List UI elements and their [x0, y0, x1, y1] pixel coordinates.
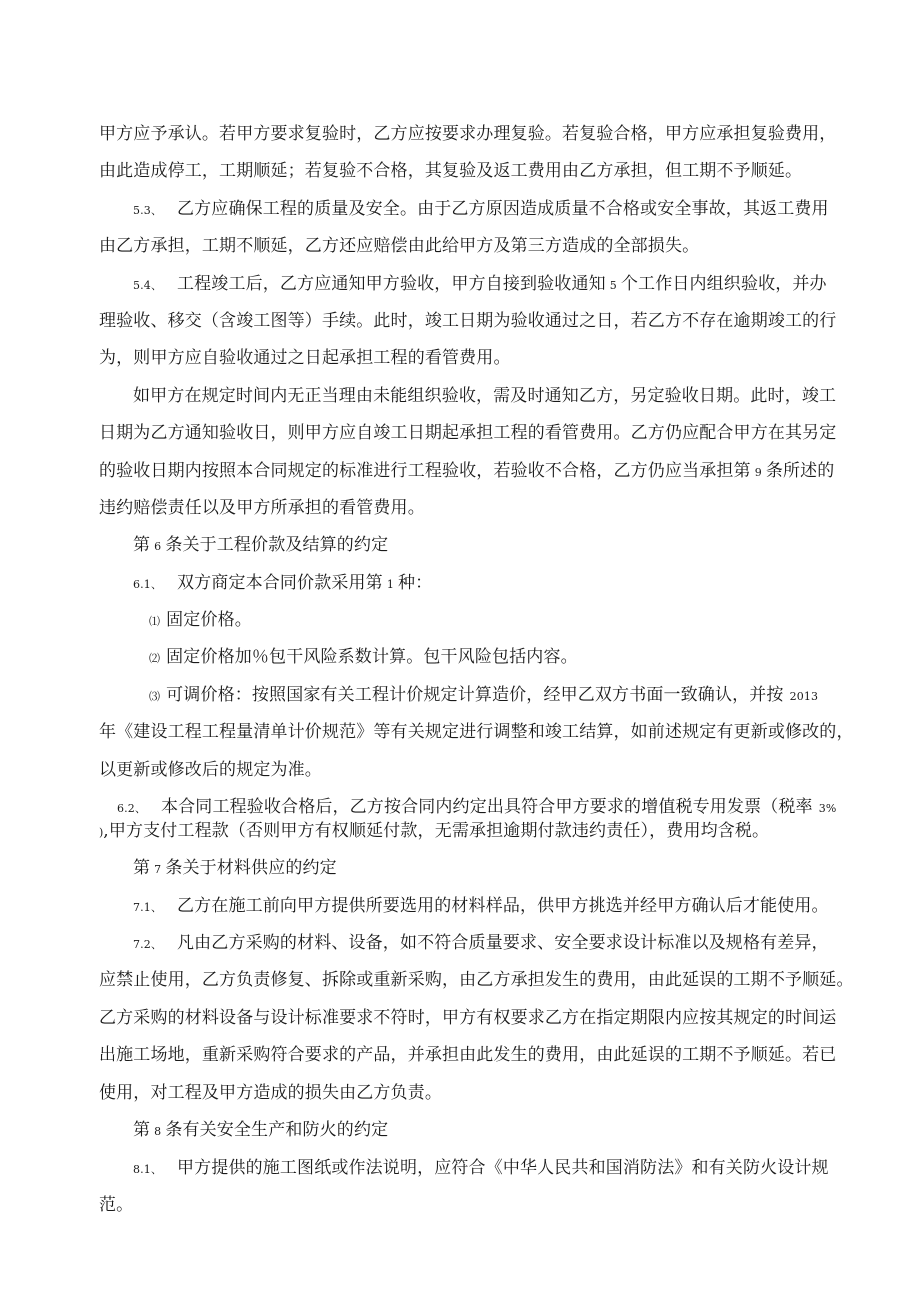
clause-number: 6.2、: [117, 802, 147, 815]
section-heading-6: 第 6 条关于工程价款及结算的约定: [133, 535, 389, 555]
clause-5-3: 5.3、 乙方应确保工程的质量及安全。由于乙方原因造成质量不合格或安全事故，其返工费用: [133, 198, 873, 222]
paragraph-line: 范。: [99, 1195, 134, 1215]
paragraph-line: 由乙方承担，工期不顺延，乙方还应赔偿由此给甲方及第三方造成的全部损失。: [99, 236, 700, 256]
section-heading-7: 第 7 条关于材料供应的约定: [133, 858, 337, 878]
paragraph-line: 年《建设工程工程量清单计价规范》等有关规定进行调整和竣工结算，如前述规定有更新或修改的，: [99, 722, 854, 742]
paragraph-line: 的验收日期内按照本合同规定的标准进行工程验收，若验收不合格，乙方仍应当承担第 9 条所述的: [99, 461, 835, 481]
paragraph-line: 理验收、移交（含竣工图等）手续。此时，竣工日期为验收通过之日，若乙方不存在逾期竣工的行: [99, 311, 837, 331]
paragraph-line: 出施工场地，重新采购符合要求的产品，并承担由此发生的费用，由此延误的工期不予顺延。若已: [99, 1045, 837, 1065]
paragraph-line: 乙方采购的材料设备与设计标准要求不符时，甲方有权要求乙方在指定期限内应按其规定的时间运: [99, 1008, 837, 1028]
clause-number: 6.1、: [133, 578, 163, 591]
option-1: ⑴ 固定价格。: [149, 610, 252, 630]
paragraph-line: 甲方应予承认。若甲方要求复验时，乙方应按要求办理复验。若复验合格，甲方应承担复验费用，: [99, 124, 837, 144]
paragraph-line: 使用，对工程及甲方造成的损失由乙方负责。: [99, 1083, 442, 1103]
option-3: ⑶ 可调价格：按照国家有关工程计价规定计算造价，经甲乙双方书面一致确认，并按 2013: [149, 685, 819, 705]
paragraph-line: 如甲方在规定时间内无正当理由未能组织验收，需及时通知乙方，另定验收日期。此时，竣工: [133, 386, 837, 406]
clause-number: 5.4、: [133, 279, 163, 292]
clause-6-2: 6.2、 本合同工程验收合格后，乙方按合同内约定出具符合甲方要求的增值税专用发票（税率 3%: [117, 796, 857, 820]
paragraph-line: 为，则甲方应自验收通过之日起承担工程的看管费用。: [99, 348, 511, 368]
clause-7-1: 7.1、 乙方在施工前向甲方提供所要选用的材料样品，供甲方挑选并经甲方确认后才能使用。: [133, 895, 873, 919]
section-heading-8: 第 8 条有关安全生产和防火的约定: [133, 1120, 389, 1140]
paragraph-line: ),甲方支付工程款（否则甲方有权顺延付款，无需承担逾期付款违约责任），费用均含税。: [99, 821, 770, 841]
paragraph-line: 应禁止使用，乙方负责修复、拆除或重新采购，由乙方承担发生的费用，由此延误的工期不予顺延。: [99, 970, 854, 990]
clause-number: 7.2、: [133, 938, 163, 951]
option-2: ⑵ 固定价格加％包干风险系数计算。包干风险包括内容。: [149, 647, 578, 667]
paragraph-line: 以更新或修改后的规定为准。: [99, 760, 322, 780]
paragraph-line: 由此造成停工，工期顺延；若复验不合格，其复验及返工费用由乙方承担，但工期不予顺延。: [99, 161, 803, 181]
clause-6-1: 6.1、 双方商定本合同价款采用第 1 种：: [133, 572, 873, 596]
clause-number: 5.3、: [133, 204, 163, 217]
paragraph-line: 违约赔偿责任以及甲方所承担的看管费用。: [99, 498, 425, 518]
paragraph-line: 日期为乙方通知验收日，则甲方应自竣工日期起承担工程的看管费用。乙方仍应配合甲方在其另定: [99, 423, 837, 443]
clause-7-2: 7.2、 凡由乙方采购的材料、设备，如不符合质量要求、安全要求设计标准以及规格有差异，: [133, 932, 873, 956]
clause-number: 8.1、: [133, 1163, 163, 1176]
clause-5-4: 5.4、 工程竣工后，乙方应通知甲方验收，甲方自接到验收通知 5 个工作日内组织验收，并办: [133, 273, 873, 297]
clause-8-1: 8.1、 甲方提供的施工图纸或作法说明，应符合《中华人民共和国消防法》和有关防火设计规: [133, 1157, 873, 1181]
clause-number: 7.1、: [133, 901, 163, 914]
